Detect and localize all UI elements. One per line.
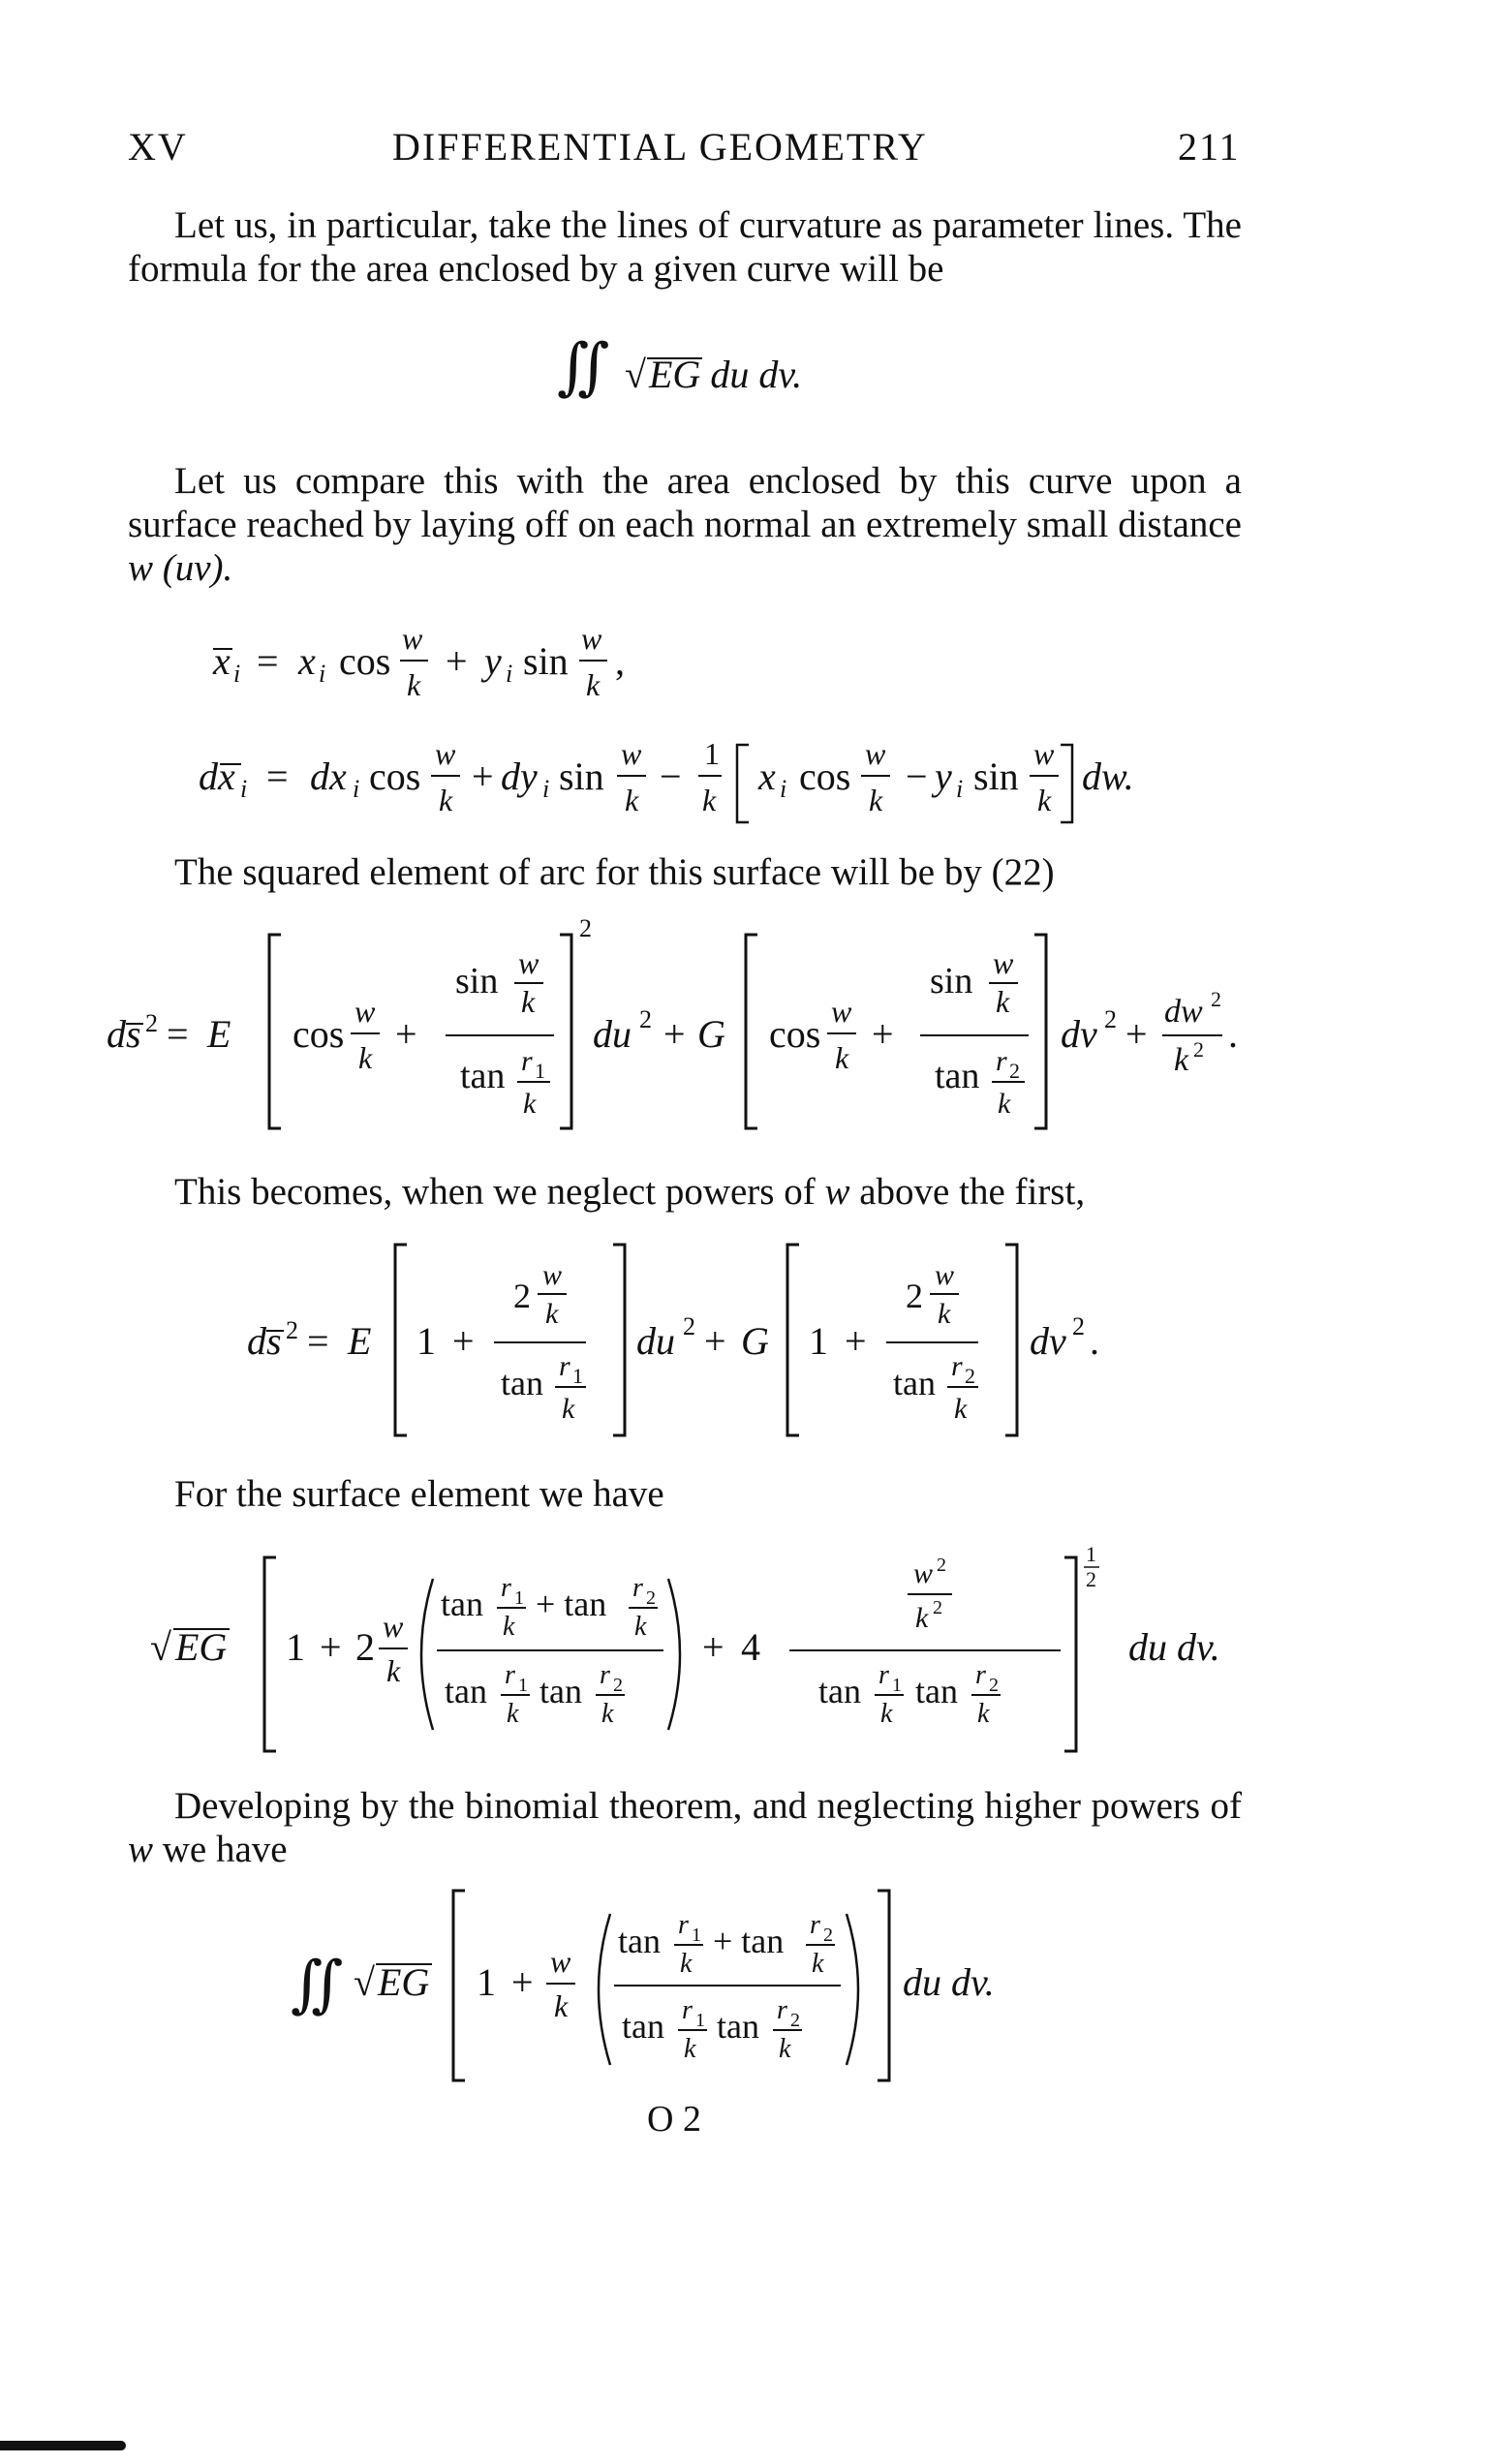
svg-text:1: 1 <box>695 2010 705 2031</box>
svg-text:∬: ∬ <box>291 1950 344 2018</box>
paragraph-neglect-powers <box>128 1170 1242 1214</box>
svg-text:1: 1 <box>704 736 720 771</box>
svg-text:2: 2 <box>1009 1059 1020 1083</box>
svg-text:r: r <box>678 1910 689 1940</box>
svg-text:√: √ <box>150 1625 171 1669</box>
svg-text:+: + <box>446 639 468 683</box>
svg-text:−: − <box>660 755 682 798</box>
svg-text:1: 1 <box>477 1960 496 2004</box>
svg-text:EG: EG <box>175 1625 228 1669</box>
svg-text:w: w <box>993 945 1014 980</box>
var-w: w <box>824 1171 850 1213</box>
svg-text:dx: dx <box>310 755 347 798</box>
svg-text:dv: dv <box>1030 1319 1066 1363</box>
svg-text:k: k <box>1037 783 1052 817</box>
page-number: 211 <box>1178 125 1241 169</box>
svg-text:tan: tan <box>618 1922 661 1960</box>
svg-text:cos: cos <box>799 755 851 798</box>
svg-text:ds: ds <box>247 1319 282 1363</box>
svg-text:w: w <box>354 994 376 1029</box>
equation-x-bar <box>203 610 707 717</box>
svg-text:.: . <box>1090 1319 1099 1363</box>
equation-area-integral <box>557 320 867 426</box>
svg-text:=: = <box>257 639 279 683</box>
svg-text:1: 1 <box>518 1675 528 1696</box>
svg-text:y: y <box>484 639 502 683</box>
svg-text:+ tan: + tan <box>713 1922 785 1960</box>
svg-text:r: r <box>501 1573 511 1603</box>
svg-text:i: i <box>780 775 787 803</box>
svg-text:i: i <box>506 660 513 688</box>
svg-text:2: 2 <box>1211 987 1221 1011</box>
svg-text:+: + <box>845 1319 867 1363</box>
svg-text:k: k <box>680 1949 693 1979</box>
svg-text:k: k <box>507 1699 519 1729</box>
svg-text:r: r <box>810 1910 820 1940</box>
svg-text:2: 2 <box>355 1625 375 1669</box>
svg-text:i: i <box>233 660 241 688</box>
svg-text:w: w <box>865 736 886 771</box>
svg-text:ds: ds <box>107 1012 141 1056</box>
svg-text:r: r <box>878 1660 889 1690</box>
svg-text:r: r <box>682 1995 693 2025</box>
svg-text:2: 2 <box>513 1277 531 1315</box>
svg-text:du: du <box>593 1012 632 1056</box>
running-head-title: DIFFERENTIAL GEOMETRY <box>392 125 928 169</box>
svg-text:r: r <box>951 1350 963 1382</box>
svg-text:k: k <box>407 667 421 702</box>
svg-text:k: k <box>954 1393 968 1425</box>
svg-text:cos: cos <box>769 1012 821 1056</box>
svg-text:sin: sin <box>455 961 499 1001</box>
equation-ds-squared <box>107 915 1269 1138</box>
svg-text:G: G <box>697 1012 725 1056</box>
svg-text:k: k <box>702 783 717 817</box>
svg-text:2: 2 <box>145 1009 158 1037</box>
svg-text:+: + <box>702 1625 724 1669</box>
svg-text:du dv.: du dv. <box>1128 1625 1220 1669</box>
svg-text:k: k <box>915 1602 929 1634</box>
equation-dx-bar <box>199 722 1254 833</box>
svg-text:cos: cos <box>369 755 421 798</box>
svg-text:+: + <box>663 1012 686 1056</box>
svg-text:r: r <box>505 1660 515 1690</box>
equation-final-integral <box>291 1879 1085 2092</box>
paragraph-lines-of-curvature: Let us, in particular, take the lines of curvature as parameter lines. The formula for the area enclosed by a given curve will be <box>128 204 1242 290</box>
svg-text:k: k <box>684 2034 696 2064</box>
svg-text:1: 1 <box>514 1587 524 1609</box>
svg-text:i: i <box>956 775 964 803</box>
svg-text:k: k <box>586 667 601 702</box>
svg-text:tan: tan <box>915 1672 958 1710</box>
svg-text:y: y <box>935 755 952 798</box>
distance-w: w (uv). <box>128 547 233 589</box>
svg-text:k: k <box>439 783 453 817</box>
svg-text:k: k <box>554 1988 569 2023</box>
svg-text:w: w <box>831 994 852 1029</box>
svg-text:dv: dv <box>1061 1012 1097 1056</box>
svg-text:.: . <box>1228 1012 1238 1056</box>
equation-surface-element <box>150 1540 1264 1768</box>
svg-text:r: r <box>632 1573 643 1603</box>
svg-text:w: w <box>621 736 642 771</box>
svg-text:+: + <box>872 1012 894 1056</box>
svg-text:k: k <box>521 984 536 1019</box>
svg-text:tan: tan <box>441 1585 483 1623</box>
svg-text:tan: tan <box>893 1364 936 1402</box>
svg-text:w: w <box>518 945 539 980</box>
svg-text:i: i <box>240 775 248 803</box>
svg-text:+: + <box>1125 1012 1148 1056</box>
svg-text:cos: cos <box>293 1012 345 1056</box>
svg-text:2: 2 <box>613 1675 623 1696</box>
svg-text:tan: tan <box>717 2007 759 2046</box>
svg-text:k: k <box>545 1298 559 1330</box>
svg-text:2: 2 <box>1193 1037 1204 1062</box>
svg-text:1: 1 <box>535 1059 545 1083</box>
svg-text:x: x <box>758 755 776 798</box>
svg-text:tan: tan <box>460 1056 506 1096</box>
svg-text:w: w <box>402 621 423 656</box>
svg-text:2: 2 <box>933 1597 942 1618</box>
svg-text:+ tan: + tan <box>536 1585 607 1623</box>
svg-text:k: k <box>880 1699 893 1729</box>
paragraph-squared-element: The squared element of arc for this surface will be by (22) <box>174 851 1055 893</box>
svg-text:k: k <box>996 984 1010 1019</box>
svg-text:+: + <box>452 1319 475 1363</box>
svg-text:=: = <box>167 1012 189 1056</box>
svg-text:cos: cos <box>339 639 391 683</box>
svg-text:1: 1 <box>416 1319 436 1363</box>
svg-text:i: i <box>542 775 550 803</box>
svg-text:4: 4 <box>741 1625 760 1669</box>
svg-text:dw.: dw. <box>1082 755 1134 798</box>
svg-text:E: E <box>207 1012 231 1056</box>
svg-text:k: k <box>779 2034 791 2064</box>
svg-text:r: r <box>777 1995 787 2025</box>
paragraph-neglect-powers-text: This becomes, when we neglect powers of <box>174 1171 816 1213</box>
svg-text:,: , <box>615 639 625 683</box>
svg-text:r: r <box>559 1350 570 1382</box>
svg-text:r: r <box>521 1045 533 1077</box>
svg-text:tan: tan <box>818 1672 861 1710</box>
svg-text:2: 2 <box>937 1555 946 1576</box>
svg-text:√: √ <box>625 353 646 396</box>
svg-text:x: x <box>298 639 316 683</box>
svg-text:w: w <box>383 1609 404 1644</box>
svg-text:k: k <box>812 1949 824 1979</box>
svg-text:2: 2 <box>1086 1567 1096 1591</box>
svg-text:1: 1 <box>892 1675 902 1696</box>
svg-text:k: k <box>977 1699 990 1729</box>
svg-text:i: i <box>319 660 326 688</box>
svg-text:G: G <box>741 1319 769 1363</box>
svg-text:EG du dv.: EG du dv. <box>649 353 803 396</box>
paragraph-binomial-tail: we have <box>162 1829 288 1870</box>
signature-mark: O 2 <box>647 2099 701 2140</box>
svg-text:2: 2 <box>683 1312 695 1340</box>
svg-text:2: 2 <box>989 1675 999 1696</box>
svg-text:w: w <box>550 1944 571 1979</box>
equation-ds-squared-first-order <box>247 1230 1119 1453</box>
svg-text:dw: dw <box>1164 994 1203 1030</box>
svg-text:k: k <box>835 1040 849 1075</box>
svg-text:du: du <box>636 1319 675 1363</box>
svg-text:w: w <box>913 1557 934 1589</box>
svg-text:+: + <box>395 1012 417 1056</box>
scan-edge-mark <box>0 2441 126 2450</box>
svg-text:du dv.: du dv. <box>903 1960 995 2004</box>
paragraph-neglect-powers-tail: above the first, <box>859 1171 1086 1213</box>
svg-text:√: √ <box>354 1960 375 2004</box>
svg-text:2: 2 <box>790 2010 800 2031</box>
svg-text:2: 2 <box>579 915 592 942</box>
var-w-2: w <box>128 1829 154 1870</box>
svg-text:w: w <box>542 1259 563 1291</box>
svg-text:w: w <box>1033 736 1055 771</box>
svg-text:+: + <box>320 1625 342 1669</box>
svg-text:1: 1 <box>1086 1542 1096 1566</box>
paragraph-compare-area <box>128 459 1242 590</box>
svg-text:tan: tan <box>935 1056 980 1096</box>
svg-text:2: 2 <box>906 1277 923 1315</box>
svg-text:−: − <box>906 755 928 798</box>
svg-text:k: k <box>938 1298 951 1330</box>
svg-text:+: + <box>511 1960 534 2004</box>
svg-text:k: k <box>386 1653 401 1688</box>
svg-text:sin: sin <box>930 961 973 1001</box>
running-head-chapter: XV <box>128 125 188 169</box>
svg-text:+: + <box>472 755 494 798</box>
svg-text:2: 2 <box>823 1925 833 1946</box>
svg-text:sin: sin <box>559 755 604 798</box>
svg-text:2: 2 <box>286 1316 298 1344</box>
svg-text:=: = <box>266 755 289 798</box>
svg-text:k: k <box>634 1612 647 1642</box>
paragraph-compare-area-text: Let us compare this with the area enclosed by this curve upon a surface reached by laying off on each normal an extremely small distance <box>128 460 1242 545</box>
svg-text:1: 1 <box>572 1364 583 1388</box>
svg-text:x: x <box>213 639 231 683</box>
svg-text:k: k <box>601 1699 614 1729</box>
svg-text:k: k <box>1174 1042 1189 1078</box>
svg-text:dx: dx <box>199 755 235 798</box>
svg-text:2: 2 <box>1104 1005 1117 1033</box>
svg-text:w: w <box>435 736 456 771</box>
svg-text:sin: sin <box>523 639 569 683</box>
svg-text:2: 2 <box>1072 1312 1085 1340</box>
svg-text:k: k <box>523 1088 537 1120</box>
svg-text:2: 2 <box>646 1587 656 1609</box>
svg-text:k: k <box>998 1088 1011 1120</box>
svg-text:r: r <box>996 1045 1007 1077</box>
svg-text:k: k <box>625 783 639 817</box>
svg-text:w: w <box>935 1259 955 1291</box>
paragraph-surface-element: For the surface element we have <box>174 1473 664 1515</box>
svg-text:k: k <box>503 1612 515 1642</box>
svg-text:r: r <box>975 1660 986 1690</box>
svg-text:∬: ∬ <box>557 332 610 401</box>
svg-text:dy: dy <box>501 755 538 798</box>
svg-text:w: w <box>581 621 602 656</box>
svg-text:k: k <box>358 1040 373 1075</box>
svg-text:E: E <box>348 1319 372 1363</box>
paragraph-binomial <box>128 1784 1242 1871</box>
svg-text:tan: tan <box>622 2007 664 2046</box>
svg-text:tan: tan <box>539 1672 582 1710</box>
svg-text:k: k <box>869 783 883 817</box>
svg-text:1: 1 <box>286 1625 305 1669</box>
svg-text:2: 2 <box>965 1364 975 1388</box>
svg-text:tan: tan <box>445 1672 487 1710</box>
svg-text:i: i <box>353 775 360 803</box>
svg-text:r: r <box>600 1660 610 1690</box>
svg-text:+: + <box>704 1319 726 1363</box>
svg-text:k: k <box>562 1393 575 1425</box>
svg-text:1: 1 <box>809 1319 828 1363</box>
svg-text:=: = <box>307 1319 329 1363</box>
svg-text:EG: EG <box>378 1960 430 2004</box>
svg-text:sin: sin <box>973 755 1019 798</box>
svg-text:2: 2 <box>639 1005 652 1033</box>
paragraph-binomial-text: Developing by the binomial theorem, and neglecting higher powers of <box>174 1785 1242 1827</box>
svg-text:1: 1 <box>692 1925 701 1946</box>
svg-text:tan: tan <box>501 1364 543 1402</box>
